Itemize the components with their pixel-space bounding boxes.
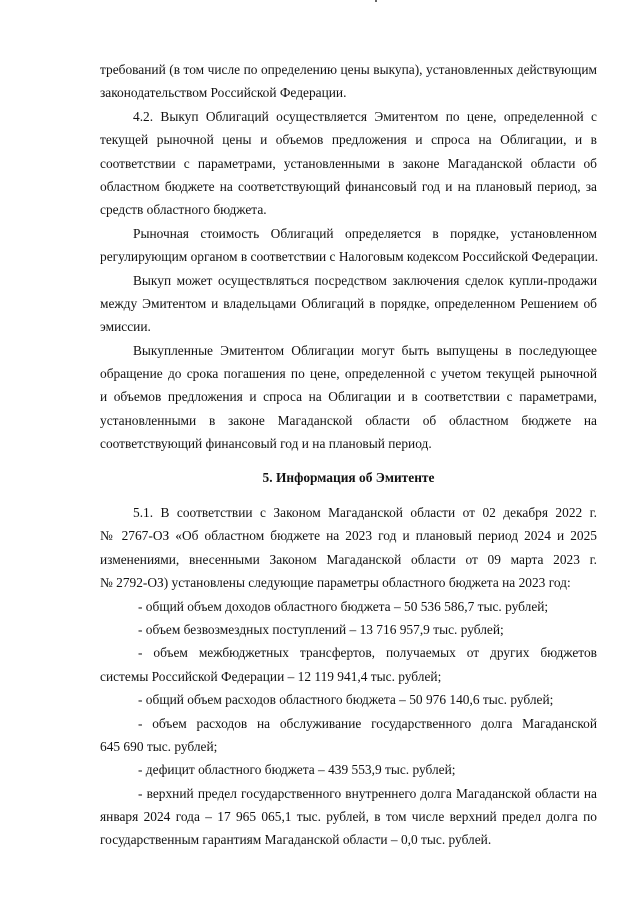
text-line: текущей рыночной цены и объемов предложения и спроса на Облигации, и в — [100, 132, 597, 148]
text-line: областном бюджете на соответствующий финансовый год и на плановый период, за — [100, 178, 597, 194]
section-4-continuation — [100, 58, 597, 456]
scan-speck — [375, 0, 377, 2]
text-line: № 2792-ОЗ) установлены следующие параметры областного бюджета на 2023 год: — [100, 575, 571, 591]
text-line: между Эмитентом и владельцами Облигаций в порядке, определенном Решением об — [100, 295, 597, 311]
text-line: средств областного бюджета. — [100, 202, 267, 218]
text-line: 645 690 тыс. рублей; — [100, 738, 218, 754]
list-item: - общий объем расходов областного бюджета – 50 976 140,6 тыс. рублей; — [138, 692, 554, 708]
text-line: Выкуп может осуществляться посредством заключения сделок купли-продажи — [133, 272, 597, 288]
text-line: Выкупленные Эмитентом Облигации могут быть выпущены в последующее — [133, 342, 597, 358]
text-line: регулирующим органом в соответствии с Налоговым кодексом Российской Федерации. — [100, 249, 599, 265]
text-line: изменениями, внесенными Законом Магаданской области от 09 марта 2023 г. — [100, 551, 597, 567]
text-line: установленными в законе Магаданской области об областном бюджете на — [100, 412, 597, 428]
text-line: государственным гарантиям Магаданской области – 0,0 тыс. рублей. — [100, 832, 492, 848]
list-item: - дефицит областного бюджета – 439 553,9 тыс. рублей; — [138, 762, 456, 778]
list-item: - объем межбюджетных трансфертов, получаемых от других бюджетов — [138, 645, 597, 661]
text-line: обращение до срока погашения по цене, определенной с учетом текущей рыночной — [100, 366, 597, 382]
text-line: соответствии с параметрами, установленными в законе Магаданской области об — [100, 155, 597, 171]
list-item: - общий объем доходов областного бюджета – 50 536 586,7 тыс. рублей; — [138, 598, 549, 614]
text-line: требований (в том числе по определению цены выкупа), установленных действующим — [100, 62, 597, 77]
text-line: 4.2. Выкуп Облигаций осуществляется Эмитентом по цене, определенной с — [133, 108, 597, 124]
list-item: - верхний предел государственного внутреннего долга Магаданской области на — [138, 785, 597, 801]
text-line: и объемов предложения и спроса на Облигации и в соответствии с параметрами, — [100, 389, 597, 405]
text-line: законодательством Российской Федерации. — [100, 85, 347, 101]
text-line: 5.1. В соответствии с Законом Магаданской области от 02 декабря 2022 г. — [133, 505, 597, 520]
list-item: - объем безвозмездных поступлений – 13 716 957,9 тыс. рублей; — [138, 621, 504, 637]
text-line: Рыночная стоимость Облигаций определяется в порядке, установленном — [133, 225, 597, 241]
section-heading: 5. Информация об Эмитенте — [262, 470, 435, 485]
section-5-body — [100, 501, 597, 852]
text-line: января 2024 года – 17 965 065,1 тыс. рублей, в том числе верхний предел долга по — [100, 809, 597, 825]
text-line: эмиссии. — [100, 319, 151, 335]
text-line: системы Российской Федерации – 12 119 941,4 тыс. рублей; — [100, 668, 442, 684]
list-item: - объем расходов на обслуживание государственного долга Магаданской — [138, 715, 597, 731]
text-line: № 2767-ОЗ «Об областном бюджете на 2023 год и плановый период 2024 и 2025 — [100, 528, 597, 544]
text-line: соответствующий финансовый год и на плановый период. — [100, 436, 432, 452]
